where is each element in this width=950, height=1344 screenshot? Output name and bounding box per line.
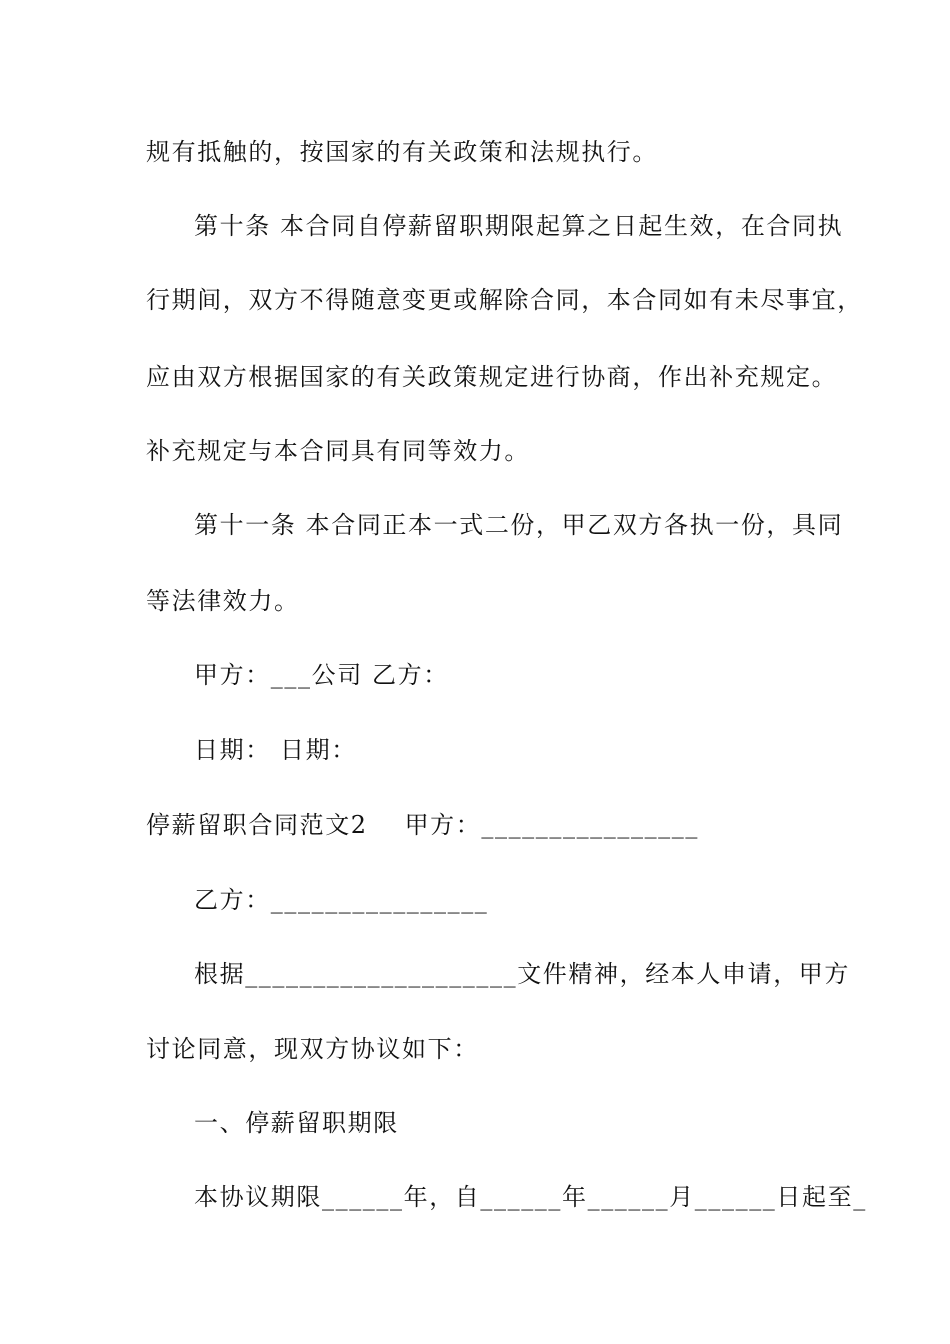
party-b-line: 乙方：________________: [194, 886, 489, 914]
signature-dates-line: 日期： 日期：: [194, 736, 357, 764]
paragraph-line: 规有抵触的，按国家的有关政策和法规执行。: [146, 138, 658, 166]
contract-title-line: 停薪留职合同范文2 甲方：________________: [146, 811, 699, 839]
paragraph-line: 应由双方根据国家的有关政策规定进行协商，作出补充规定。: [146, 363, 838, 391]
paragraph-line: 行期间，双方不得随意变更或解除合同，本合同如有未尽事宜，: [146, 286, 863, 314]
signature-parties-line: 甲方：___公司 乙方：: [194, 661, 449, 689]
paragraph-line: 讨论同意，现双方协议如下：: [146, 1035, 479, 1063]
article-11-line: 第十一条 本合同正本一式二份，甲乙双方各执一份，具同: [194, 511, 844, 539]
paragraph-line: 根据____________________文件精神，经本人申请，甲方: [194, 960, 850, 988]
paragraph-line: 本协议期限______年，自______年______月______日起至_: [194, 1183, 867, 1211]
paragraph-line: 等法律效力。: [146, 587, 300, 615]
section-heading: 一、停薪留职期限: [194, 1109, 399, 1137]
paragraph-line: 补充规定与本合同具有同等效力。: [146, 437, 530, 465]
article-10-line: 第十条 本合同自停薪留职期限起算之日起生效，在合同执: [194, 212, 844, 240]
